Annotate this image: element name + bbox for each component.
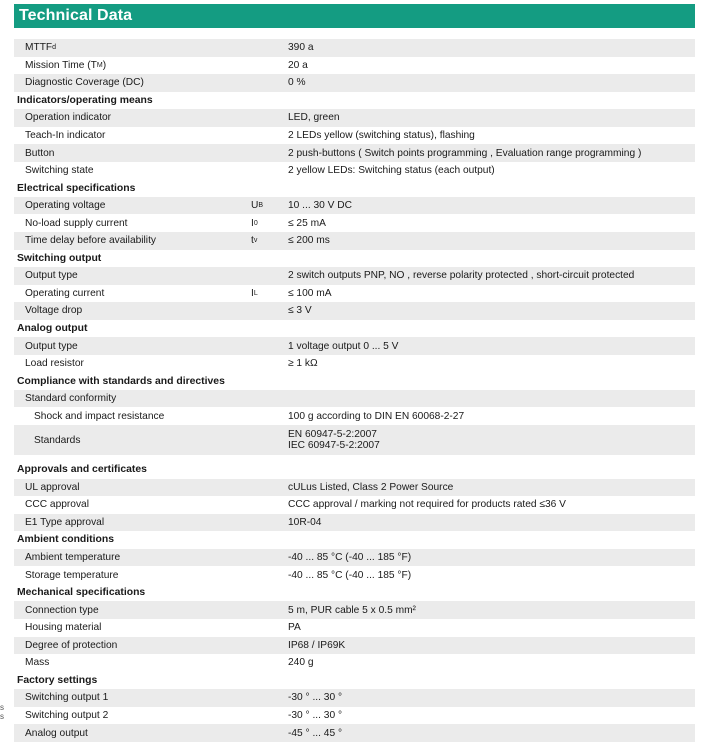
spec-value: 100 g according to DIN EN 60068-2-27 bbox=[288, 410, 465, 422]
spec-symbol-letter: t bbox=[251, 235, 254, 247]
spec-label bbox=[34, 425, 80, 455]
spec-label-text: No-load supply current bbox=[25, 217, 128, 229]
section-heading-label: Electrical specifications bbox=[17, 182, 136, 194]
spec-symbol bbox=[251, 232, 257, 250]
spec-symbol-subscript: L bbox=[253, 289, 258, 297]
spec-row bbox=[14, 619, 695, 637]
spec-value-line: IEC 60947-5-2:2007 bbox=[288, 440, 380, 452]
section-heading-label: Analog output bbox=[17, 323, 88, 335]
spec-label-text: Housing material bbox=[25, 622, 102, 634]
spec-label-text: Diagnostic Coverage (DC) bbox=[25, 77, 144, 89]
spec-row bbox=[14, 407, 695, 425]
spec-row bbox=[14, 355, 695, 373]
spec-label bbox=[25, 57, 106, 75]
spec-row bbox=[14, 724, 695, 742]
spec-row bbox=[14, 302, 695, 320]
spec-value: PA bbox=[288, 622, 301, 634]
spec-row bbox=[14, 496, 695, 514]
spec-label-text: Time delay before availability bbox=[25, 235, 156, 247]
spec-value: 2 yellow LEDs: Switching status (each output) bbox=[288, 165, 495, 177]
spec-label-subscript: M bbox=[96, 61, 103, 69]
spec-label bbox=[25, 337, 78, 355]
spec-row bbox=[14, 425, 695, 455]
spec-label-text: Operation indicator bbox=[25, 112, 112, 124]
spec-label bbox=[34, 407, 164, 425]
section-heading bbox=[14, 320, 695, 338]
spec-label-text: Button bbox=[25, 147, 55, 159]
spec-row bbox=[14, 601, 695, 619]
spec-value: CCC approval / marking not required for products rated ≤36 V bbox=[288, 499, 566, 511]
spec-label bbox=[25, 267, 78, 285]
section-heading-label: Mechanical specifications bbox=[17, 587, 146, 599]
spec-value: LED, green bbox=[288, 112, 340, 124]
spec-label bbox=[25, 285, 104, 303]
spec-value: 5 m, PUR cable 5 x 0.5 mm² bbox=[288, 604, 416, 616]
section-heading bbox=[14, 250, 695, 268]
spec-row bbox=[14, 267, 695, 285]
spec-label bbox=[25, 496, 89, 514]
section-header bbox=[14, 4, 695, 28]
section-heading bbox=[14, 531, 695, 549]
spec-label-tail: ) bbox=[102, 59, 107, 71]
spec-label bbox=[25, 302, 82, 320]
spec-value: 390 a bbox=[288, 42, 314, 54]
spec-value: -45 ° ... 45 ° bbox=[288, 727, 343, 739]
spec-label-text: Ambient temperature bbox=[25, 552, 121, 564]
spec-value: ≤ 25 mA bbox=[288, 217, 326, 229]
section-heading bbox=[14, 672, 695, 690]
spec-label-text: Connection type bbox=[25, 604, 99, 616]
spec-label bbox=[25, 637, 117, 655]
spec-value: 10 ... 30 V DC bbox=[288, 200, 352, 212]
spec-symbol bbox=[251, 197, 263, 215]
spec-label-text: Analog output bbox=[25, 727, 88, 739]
spec-label bbox=[25, 214, 128, 232]
spec-label-text: Storage temperature bbox=[25, 569, 119, 581]
spec-value: 10R-04 bbox=[288, 516, 322, 528]
spec-row bbox=[14, 707, 695, 725]
spec-symbol bbox=[251, 214, 258, 232]
spec-label-text: Mass bbox=[25, 657, 50, 669]
technical-data-table bbox=[14, 39, 695, 742]
spec-label-text: MTTF bbox=[25, 42, 53, 54]
spec-symbol-subscript: 0 bbox=[253, 219, 258, 227]
spec-row bbox=[14, 637, 695, 655]
spec-row bbox=[14, 109, 695, 127]
spec-label bbox=[25, 355, 84, 373]
spec-label-text: Degree of protection bbox=[25, 639, 118, 651]
spec-value: -30 ° ... 30 ° bbox=[288, 709, 343, 721]
spec-label-text: Output type bbox=[25, 270, 78, 282]
spec-label bbox=[25, 724, 88, 742]
spec-label bbox=[25, 654, 49, 672]
spec-label bbox=[25, 162, 94, 180]
spec-value: -30 ° ... 30 ° bbox=[288, 692, 343, 704]
spec-label bbox=[25, 514, 104, 532]
spec-label-text: Operating voltage bbox=[25, 200, 106, 212]
spec-row bbox=[14, 57, 695, 75]
spec-row bbox=[14, 689, 695, 707]
spec-label-text: CCC approval bbox=[25, 499, 89, 511]
spec-label bbox=[25, 197, 105, 215]
spec-label bbox=[25, 232, 156, 250]
spec-value: 240 g bbox=[288, 657, 314, 669]
spec-label bbox=[25, 549, 120, 567]
spec-label bbox=[25, 689, 108, 707]
side-mark-1: s bbox=[0, 703, 4, 712]
spec-row bbox=[14, 162, 695, 180]
spec-label-text: Voltage drop bbox=[25, 305, 83, 317]
section-heading-label: Indicators/operating means bbox=[17, 94, 153, 106]
spec-symbol-letter: U bbox=[251, 200, 259, 212]
spec-value: IP68 / IP69K bbox=[288, 639, 346, 651]
spec-row bbox=[14, 214, 695, 232]
spec-label-text: Mission Time (T bbox=[25, 59, 97, 71]
spec-label-text: UL approval bbox=[25, 481, 80, 493]
section-heading bbox=[14, 461, 695, 479]
spec-label bbox=[25, 566, 118, 584]
spec-label-text: Output type bbox=[25, 340, 78, 352]
side-mark-2: s bbox=[0, 712, 4, 721]
spec-value: 2 switch outputs PNP, NO , reverse polarity protected , short-circuit protected bbox=[288, 270, 635, 282]
spec-label-text: Shock and impact resistance bbox=[34, 410, 165, 422]
section-heading-label: Approvals and certificates bbox=[17, 464, 147, 476]
spec-label-text: E1 Type approval bbox=[25, 516, 105, 528]
spec-row bbox=[14, 74, 695, 92]
spec-row bbox=[14, 197, 695, 215]
spec-label-text: Teach-In indicator bbox=[25, 130, 106, 141]
spec-symbol-letter: I bbox=[251, 287, 254, 299]
spec-value: 2 push-buttons ( Switch points programming , Evaluation range programming ) bbox=[288, 147, 642, 159]
spec-label bbox=[25, 39, 56, 57]
spec-label bbox=[25, 390, 116, 408]
spec-row bbox=[14, 285, 695, 303]
section-heading-label: Switching output bbox=[17, 252, 102, 264]
spec-row bbox=[14, 479, 695, 497]
spec-value: ≤ 200 ms bbox=[288, 235, 330, 247]
spec-value: ≤ 100 mA bbox=[288, 287, 332, 299]
spec-value: ≥ 1 kΩ bbox=[288, 358, 318, 370]
spec-value: 0 % bbox=[288, 77, 306, 89]
spec-label bbox=[25, 144, 54, 162]
spec-row bbox=[14, 232, 695, 250]
spec-value: 1 voltage output 0 ... 5 V bbox=[288, 340, 399, 352]
spec-label bbox=[25, 109, 111, 127]
spec-row bbox=[14, 514, 695, 532]
spec-symbol-subscript: v bbox=[253, 237, 258, 245]
spec-symbol-letter: I bbox=[251, 217, 254, 229]
spec-value: cULus Listed, Class 2 Power Source bbox=[288, 481, 454, 493]
spec-row bbox=[14, 566, 695, 584]
spec-value: -40 ... 85 °C (-40 ... 185 °F) bbox=[288, 552, 412, 564]
spec-label-text: Standard conformity bbox=[25, 393, 117, 405]
section-heading bbox=[14, 179, 695, 197]
spec-row bbox=[14, 390, 695, 408]
spec-label bbox=[25, 127, 105, 145]
spec-label bbox=[25, 619, 101, 637]
spec-label-text: Switching state bbox=[25, 165, 94, 177]
spec-label-text: Switching output 2 bbox=[25, 709, 109, 721]
section-heading bbox=[14, 92, 695, 110]
spec-label bbox=[25, 479, 80, 497]
spec-row bbox=[14, 144, 695, 162]
spec-value: -40 ... 85 °C (-40 ... 185 °F) bbox=[288, 569, 412, 581]
spec-row bbox=[14, 549, 695, 567]
spec-row bbox=[14, 337, 695, 355]
spec-label-subscript: d bbox=[52, 44, 57, 52]
page-title: Technical Data bbox=[19, 7, 133, 24]
spec-row bbox=[14, 654, 695, 672]
spec-value: 2 LEDs yellow (switching status), flashing bbox=[288, 130, 475, 141]
spec-label bbox=[25, 707, 108, 725]
spec-label-text: Operating current bbox=[25, 287, 105, 299]
spec-label bbox=[25, 601, 99, 619]
section-heading-label: Ambient conditions bbox=[17, 534, 114, 546]
section-heading bbox=[14, 584, 695, 602]
spec-label-text: Load resistor bbox=[25, 358, 84, 370]
spec-label-text: Switching output 1 bbox=[25, 692, 109, 704]
section-heading bbox=[14, 372, 695, 390]
spec-label bbox=[25, 74, 144, 92]
section-heading-label: Factory settings bbox=[17, 674, 98, 686]
spec-value-line: EN 60947-5-2:2007 bbox=[288, 428, 377, 440]
spec-symbol-subscript: B bbox=[258, 202, 264, 210]
spec-value: ≤ 3 V bbox=[288, 305, 312, 317]
spec-row bbox=[14, 39, 695, 57]
section-heading-label: Compliance with standards and directives bbox=[17, 375, 225, 387]
spec-value: 20 a bbox=[288, 59, 308, 71]
spec-label-text: Standards bbox=[34, 434, 81, 446]
spec-symbol bbox=[251, 285, 258, 303]
spec-value bbox=[288, 425, 380, 455]
spec-row bbox=[14, 127, 695, 145]
